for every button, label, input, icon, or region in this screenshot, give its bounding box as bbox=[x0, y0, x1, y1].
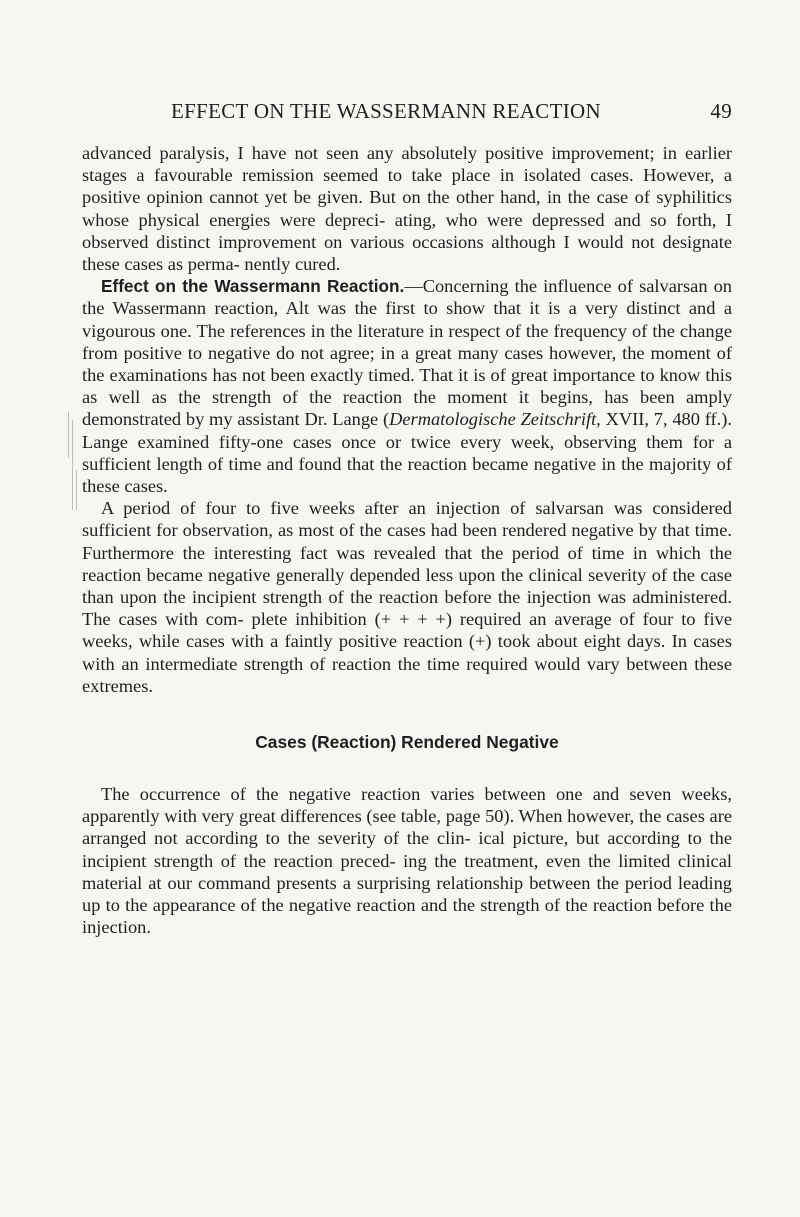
margin-line-mark bbox=[72, 420, 73, 510]
run-in-heading: Effect on the Wassermann Reaction. bbox=[101, 276, 405, 297]
paragraph-1: advanced paralysis, I have not seen any absolutely positive improvement; in earlier stages a favourable remission seemed to take place in isolated cases. However, a positive opinion cannot yet be given. But on the other hand, in the case of syphilitics whose physical energies were depreci- ating, who were depressed and so forth, I observed distinct improvement on various occasions although I would not designate these cases as perma- nently cured. bbox=[82, 143, 732, 275]
paragraph-2-text-end: XVII, 7, 480 ff.). Lange examined fifty-one cases once or twice every week, observing them for a sufficient length of time and found that the reaction became negative in the majority of these cases. bbox=[82, 409, 732, 497]
body-text bbox=[82, 142, 732, 939]
paragraph-3: A period of four to five weeks after an injection of salvarsan was considered sufficient for observation, as most of the cases had been rendered negative by that time. Furthermore the interesting fact was revealed that the period of time in which the reaction became negative generally depended less upon the clinical severity of the case than upon the incipient strength of the reaction before the injection was administered. The cases with com- plete inhibition (+ + + +) required an average of four to five weeks, while cases with a faintly positive reaction (+) took about eight days. In cases with an intermediate strength of reaction the time required would vary between these extremes. bbox=[82, 498, 732, 696]
journal-citation: Dermatologische Zeitschrift, bbox=[389, 409, 601, 430]
paragraph-2 bbox=[82, 275, 732, 497]
running-head bbox=[82, 99, 732, 127]
paragraph-4: The occurrence of the negative reaction varies between one and seven weeks, apparently with very great differences (see table, page 50). When however, the cases are arranged not according to the severity of the clin- ical picture, but according to the incipient strength of the reaction preced- ing the treatment, even the limited clinical material at our command presents a surprising relationship between the period leading up to the appearance of the negative reaction and the strength of the reaction before the injection. bbox=[82, 784, 732, 938]
paragraph-2-text: —Concerning the influence of salvarsan on the Wassermann reaction, Alt was the first to show that it is a very distinct and a vigourous one. The references in the literature in respect of the frequency of the change from positive to negative do not agree; in a great many cases however, the moment of the examinations has not been exactly timed. That it is of great importance to know this as well as the strength of the reaction the moment it begins, has been amply demonstrated by my assistant Dr. Lange ( bbox=[82, 276, 733, 430]
page-number: 49 bbox=[710, 99, 732, 123]
margin-line-mark bbox=[76, 470, 77, 510]
margin-line-mark bbox=[68, 412, 69, 458]
section-heading: Cases (Reaction) Rendered Negative bbox=[255, 732, 559, 753]
running-title: EFFECT ON THE WASSERMANN REACTION bbox=[171, 99, 601, 123]
